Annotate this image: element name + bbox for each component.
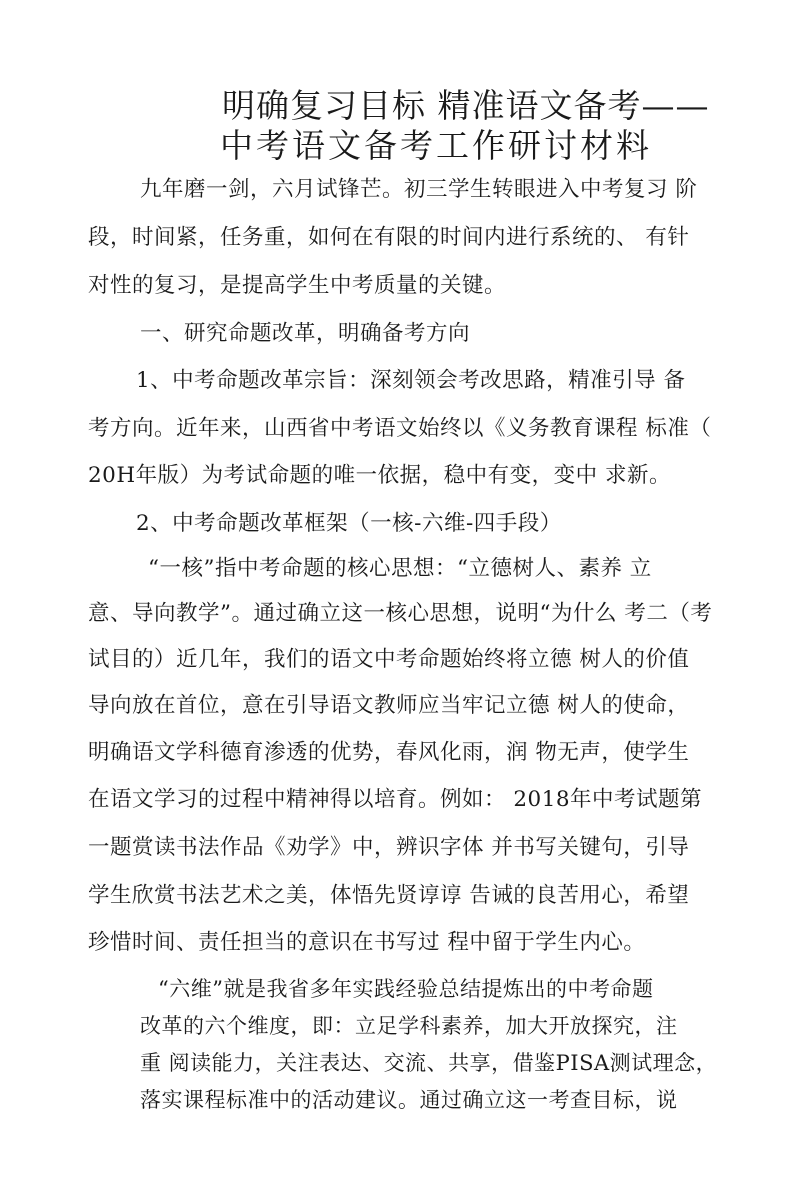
subsection-heading: 2、中考命题改革框架（一核-六维-四手段） — [136, 511, 562, 536]
paragraph-line: 20H年版）为考试命题的唯一依据，稳中有变，变中 求新。 — [88, 463, 671, 488]
paragraph-line: 珍惜时间、责任担当的意识在书写过 程中留于学生内心。 — [88, 930, 646, 955]
paragraph-line: 在语文学习的过程中精神得以培育。例如： 2018年中考试题第 — [88, 787, 703, 812]
paragraph-line: 学生欣赏书法艺术之美，体悟先贤谆谆 告诫的良苦用心，希望 — [88, 883, 690, 908]
paragraph-line: “六维”就是我省多年实践经验总结提炼出的中考命题 — [158, 977, 654, 1001]
paragraph-line: 对性的复习，是提高学生中考质量的关键。 — [88, 273, 507, 298]
section-heading: 一、研究命题改革，明确备考方向 — [140, 321, 471, 346]
paragraph-line: 试目的）近几年，我们的语文中考命题始终将立德 树人的价值 — [88, 647, 690, 672]
paragraph-line: 改革的六个维度，即：立足学科素养，加大开放探究，注 — [140, 1014, 678, 1038]
paragraph-line: 导向放在首位，意在引导语文教师应当牢记立德 树人的使命， — [88, 693, 690, 718]
paragraph-line: 一题赏读书法作品《劝学》中，辨识字体 并书写关键句，引导 — [88, 835, 690, 860]
paragraph-line: 意、导向教学”。通过确立这一核心思想，说明“为什么 考二（考 — [88, 601, 713, 626]
paragraph-line: 1、中考命题改革宗旨：深刻领会考改思路，精准引导 备 — [136, 368, 686, 393]
paragraph-line: 段，时间紧，任务重，如何在有限的时间内进行系统的、 有针 — [88, 225, 690, 250]
paragraph-line: 落实课程标准中的活动建议。通过确立这一考查目标，说 — [140, 1088, 678, 1112]
paragraph-line: 重 阅读能力，关注表达、交流、共享，借鉴PISA测试理念， — [140, 1051, 718, 1075]
paragraph-line: 明确语文学科德育渗透的优势，春风化雨，润 物无声，使学生 — [88, 740, 690, 765]
paragraph-line: “一核”指中考命题的核心思想：“立德树人、素养 立 — [148, 556, 652, 581]
paragraph-line: 九年磨一剑，六月试锋芒。初三学生转眼进入中考复习 阶 — [140, 177, 698, 202]
paragraph-line: 考方向。近年来，山西省中考语文始终以《义务教育课程 标准（ — [88, 416, 712, 441]
title-line-1: 明确复习目标 精准语文备考—— — [222, 86, 710, 125]
title-line-2: 中考语文备考工作研讨材料 — [220, 126, 652, 165]
